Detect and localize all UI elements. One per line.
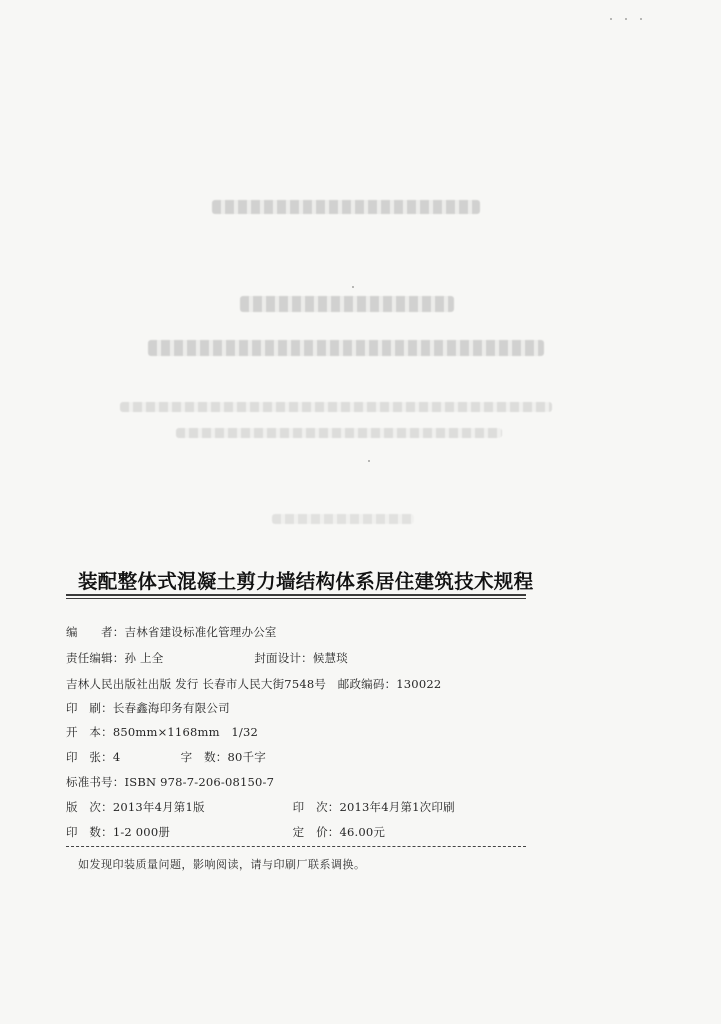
printer-value: 长春鑫海印务有限公司 [112,701,230,715]
cover-design-value: 候慧琰 [312,651,348,665]
editor-line [66,624,277,640]
impression-value: 2013年4月第1次印刷 [339,800,455,814]
title-rule-thin [66,598,526,599]
impression-label: 印 次： [292,800,340,814]
editor-value: 吉林省建设标准化管理办公室 [124,625,277,639]
title-rule [66,594,526,596]
responsible-editor-value: 孙 上全 [124,651,164,665]
edition-value: 2013年4月第1版 [112,800,205,814]
printer-label: 印 刷： [66,701,113,715]
words-value: 80千字 [227,750,266,764]
sheets-label: 印 张： [66,750,113,764]
print-run-price-line [66,824,385,840]
publisher-line: 吉林人民出版社出版 发行 长春市人民大街7548号 邮政编码：130022 [66,677,442,691]
format-value: 850mm×1168mm 1/32 [112,725,259,739]
isbn-value: ISBN 978-7-206-08150-7 [124,775,275,789]
print-run-label: 印 数： [66,825,113,839]
isbn-line [66,774,274,790]
quality-notice: 如发现印装质量问题，影响阅读，请与印刷厂联系调换。 [78,858,366,871]
format-label: 开 本： [66,725,113,739]
isbn-label: 标准书号： [66,775,125,789]
cover-design-label: 封面设计： [254,651,313,665]
words-label: 字 数： [180,750,228,764]
book-title: 装配整体式混凝土剪力墙结构体系居住建筑技术规程 [78,570,534,593]
price-value: 46.00元 [339,825,386,839]
sheets-words-line [66,749,266,765]
format-line [66,724,258,740]
printer-line [66,700,230,716]
price-label: 定 价： [292,825,340,839]
print-run-value: 1-2 000册 [112,825,171,839]
sheets-value: 4 [112,750,121,764]
editor-label: 编 者： [66,625,125,639]
edition-line [66,799,455,815]
notice-rule [66,846,526,847]
edition-label: 版 次： [66,800,113,814]
editor-design-line [66,650,348,666]
responsible-editor-label: 责任编辑： [66,651,125,665]
